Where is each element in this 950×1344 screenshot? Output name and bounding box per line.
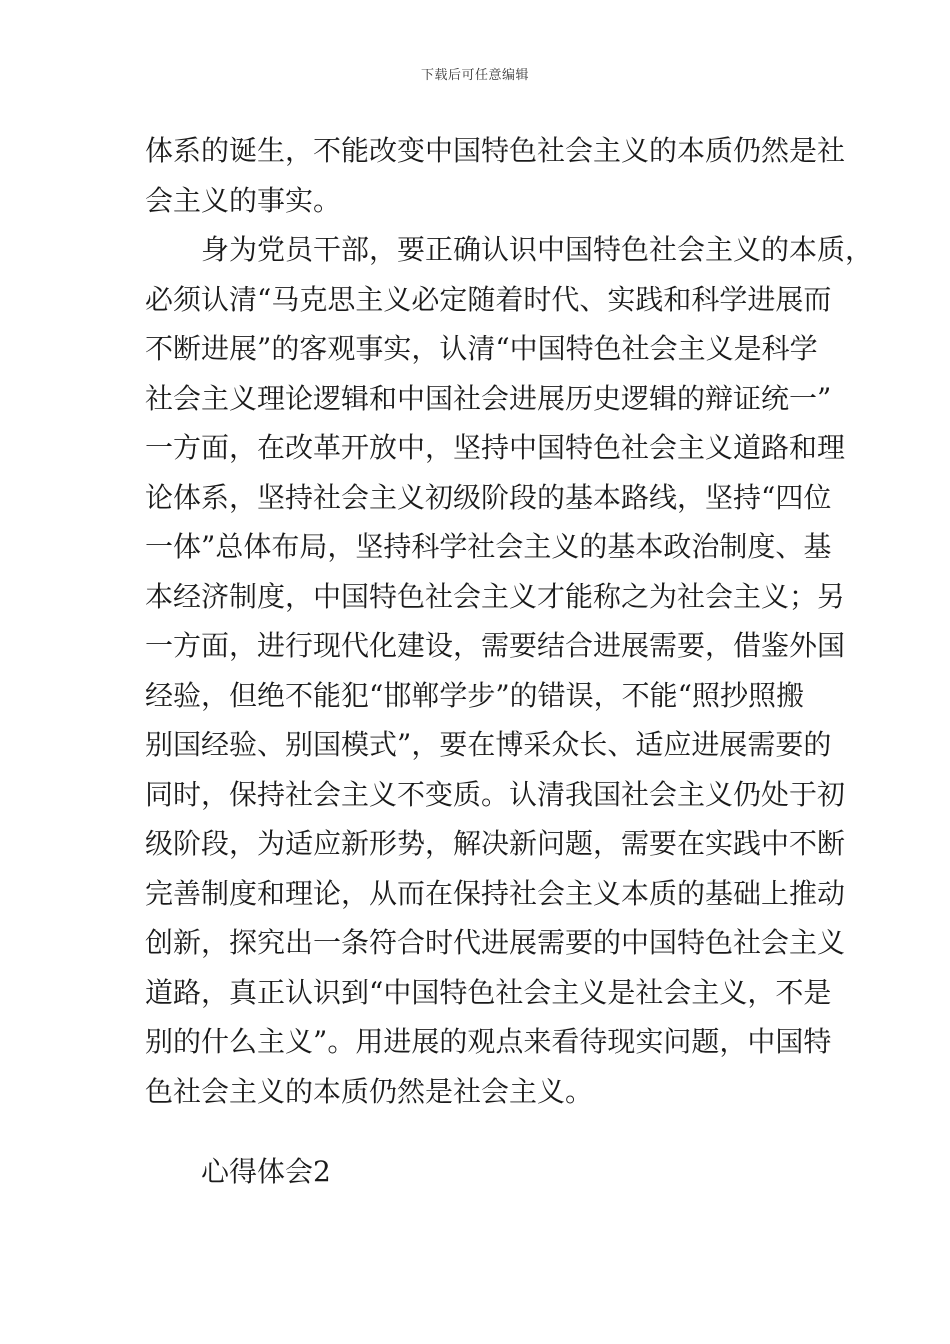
text-line: 创新，探究出一条符合时代进展需要的中国特色社会主义 (145, 926, 846, 959)
text-line: 会主义的事实。 (145, 183, 342, 217)
text-line: 别国经验、别国模式”，要在博采众长、适应进展需要的 (145, 728, 832, 761)
text-line: 一方面，在改革开放中，坚持中国特色社会主义道路和理 (145, 431, 846, 464)
text-line: 一方面，进行现代化建设，需要结合进展需要，借鉴外国 (145, 629, 846, 662)
section-heading: 心得体会2 (201, 1155, 331, 1188)
paragraph-1 (145, 126, 846, 225)
text-line: 体系的诞生，不能改变中国特色社会主义的本质仍然是社 (145, 134, 846, 167)
text-line: 社会主义理论逻辑和中国社会进展历史逻辑的辩证统一” (145, 381, 832, 415)
text-line: 经验，但绝不能犯“邯郸学步”的错误，不能“照抄照搬 (145, 678, 804, 712)
text-line: 论体系，坚持社会主义初级阶段的基本路线，坚持“四位 (145, 480, 832, 514)
page-header: 下载后可任意编辑 (420, 68, 529, 83)
text-line: 级阶段，为适应新形势，解决新问题，需要在实践中不断 (145, 827, 846, 860)
text-line: 不断进展”的客观事实，认清“中国特色社会主义是科学 (145, 332, 818, 365)
text-line: 一体”总体布局，坚持科学社会主义的基本政治制度、基 (145, 530, 832, 563)
text-line: 道路，真正认识到“中国特色社会主义是社会主义，不是 (145, 975, 832, 1009)
text-line: 完善制度和理论，从而在保持社会主义本质的基础上推动 (145, 876, 846, 910)
text-line: 色社会主义的本质仍然是社会主义。 (145, 1074, 594, 1108)
document-body (145, 126, 874, 1116)
paragraph-2 (145, 225, 874, 1116)
text-line: 必须认清“马克思主义必定随着时代、实践和科学进展而 (145, 282, 832, 316)
text-line: 别的什么主义”。用进展的观点来看待现实问题，中国特 (145, 1025, 832, 1058)
text-line: 身为党员干部，要正确认识中国特色社会主义的本质， (201, 233, 874, 266)
text-line: 同时，保持社会主义不变质。认清我国社会主义仍处于初 (145, 777, 846, 811)
text-line: 本经济制度，中国特色社会主义才能称之为社会主义；另 (145, 579, 846, 613)
